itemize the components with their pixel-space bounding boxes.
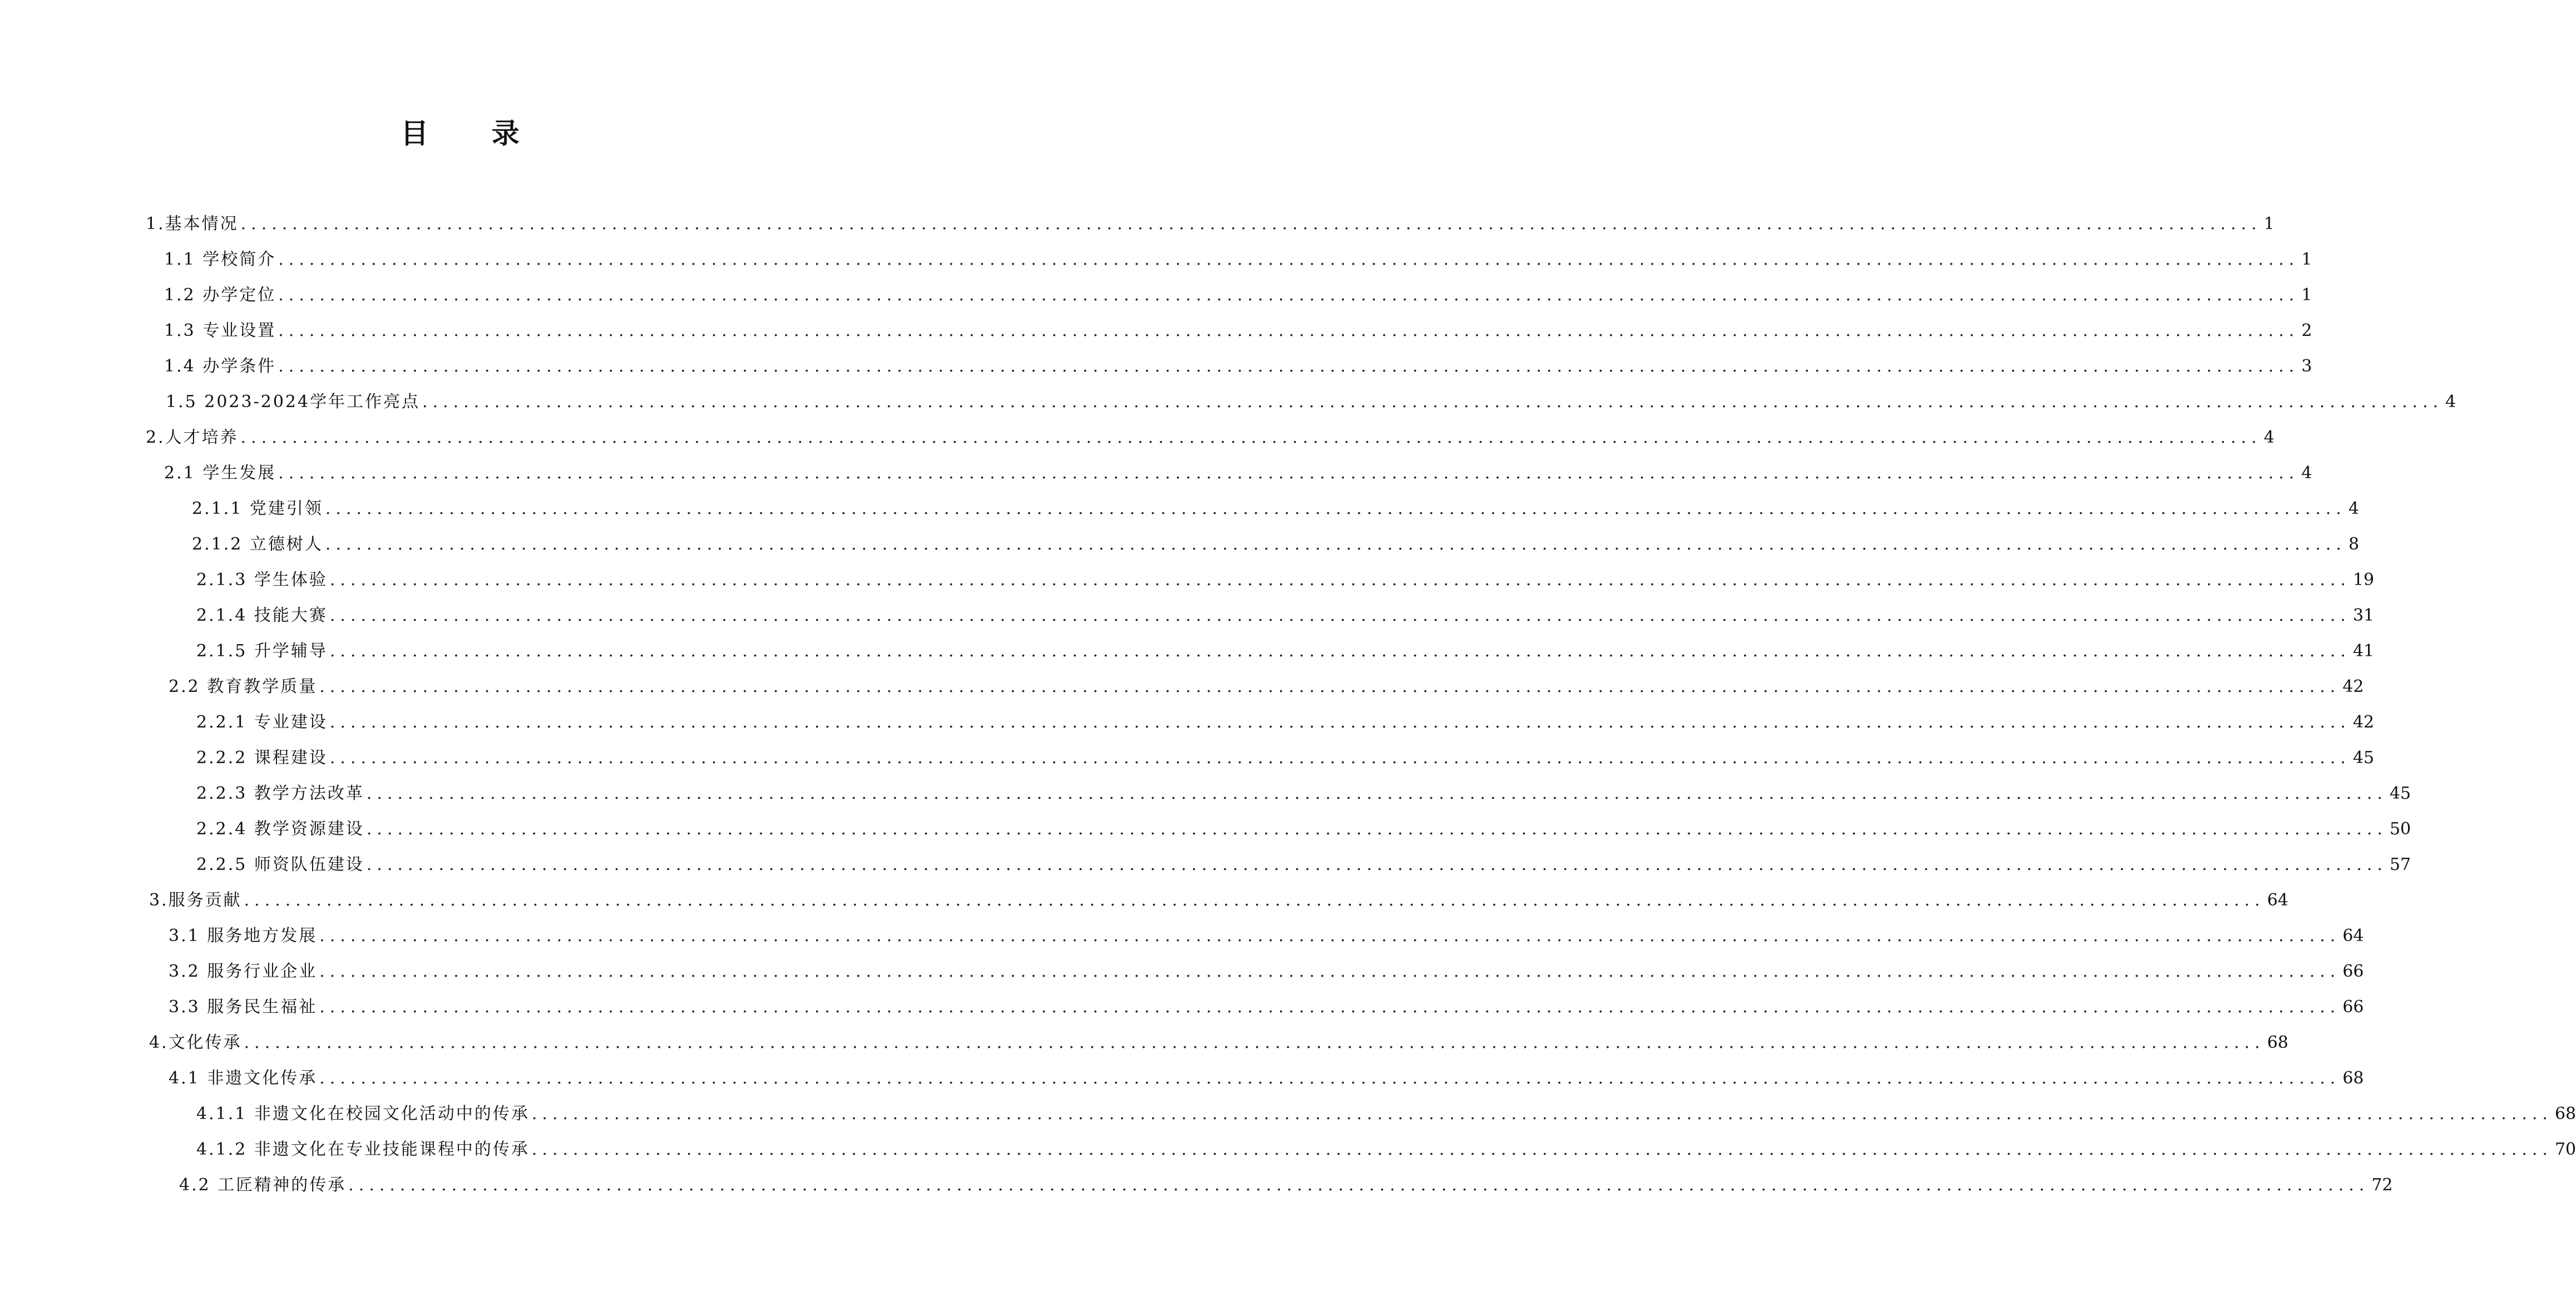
toc-entry-label: 1.基本情况 [146,214,239,234]
toc-entry-label: 2.1.3 学生体验 [196,570,328,590]
toc-leader: .................................................................................................................................................................................................... [278,357,2300,376]
toc-leader: .................................................................................................................................................................................................... [329,641,2351,661]
toc-entry-page: 4 [2445,392,2456,412]
toc-entry-label: 2.1.1 党建引领 [192,499,323,518]
toc-entry-2-2-3[interactable] [196,780,2411,808]
toc-entry-page: 70 [2554,1140,2576,1159]
toc-entry-1-2[interactable] [164,281,2312,309]
toc-entry-page: 68 [2554,1104,2576,1124]
toc-entry-page: 68 [2342,1068,2364,1088]
toc-entry-label: 4.2 工匠精神的传承 [179,1175,347,1195]
toc-entry-2-1-5[interactable] [196,637,2375,665]
toc-leader: .................................................................................................................................................................................................... [325,535,2346,554]
toc-leader: .................................................................................................................................................................................................... [366,855,2387,874]
toc-leader: .................................................................................................................................................................................................... [329,570,2351,590]
toc-leader: .................................................................................................................................................................................................... [422,392,2444,412]
toc-entry-label: 2.人才培养 [146,428,239,447]
toc-entry-label: 2.1.2 立德树人 [192,535,323,554]
toc-entry-label: 2.2.1 专业建设 [196,713,328,732]
toc-entry-page: 31 [2352,606,2375,625]
toc-entry-page: 4 [2263,428,2275,447]
toc-leader: .................................................................................................................................................................................................... [531,1104,2553,1124]
toc-entry-label: 4.文化传承 [149,1033,242,1052]
toc-entry-page: 50 [2389,819,2411,839]
toc-entry-1-3[interactable] [164,317,2312,345]
toc-entry-page: 8 [2348,535,2360,554]
toc-leader: .................................................................................................................................................................................................... [278,250,2300,269]
toc-leader: .................................................................................................................................................................................................... [278,285,2300,305]
toc-entry-label: 1.5 2023-2024学年工作亮点 [166,392,421,412]
toc-leader: .................................................................................................................................................................................................... [348,1175,2370,1195]
toc-leader: .................................................................................................................................................................................................... [325,499,2346,518]
toc-entry-label: 1.3 专业设置 [164,321,276,340]
toc-entry-1-1[interactable] [164,246,2312,274]
toc-entry-label: 2.1.4 技能大赛 [196,606,328,625]
toc-entry-label: 1.4 办学条件 [164,357,276,376]
toc-entry-page: 72 [2371,1175,2393,1195]
toc-leader: .................................................................................................................................................................................................... [319,997,2341,1017]
toc-leader: .................................................................................................................................................................................................... [240,428,2262,447]
toc-entry-page: 4 [2348,499,2360,518]
toc-entry-page: 45 [2352,748,2375,768]
toc-entry-4-2[interactable] [179,1171,2393,1199]
toc-leader: .................................................................................................................................................................................................... [329,713,2351,732]
toc-entry-label: 3.1 服务地方发展 [169,926,318,946]
toc-entry-2-1-4[interactable] [196,602,2375,630]
toc-entry-label: 3.2 服务行业企业 [169,962,318,981]
toc-entry-page: 68 [2267,1033,2288,1052]
toc-entry-page: 1 [2301,285,2312,305]
toc-leader: .................................................................................................................................................................................................... [329,606,2351,625]
toc-leader: .................................................................................................................................................................................................... [329,748,2351,768]
toc-entry-4[interactable] [149,1029,2288,1057]
toc-entry-2-2[interactable] [169,673,2364,701]
toc-leader: .................................................................................................................................................................................................... [319,962,2341,981]
toc-entry-label: 2.1 学生发展 [164,463,276,483]
toc-entry-label: 3.服务贡献 [149,891,242,910]
toc-entry-page: 64 [2342,926,2364,946]
toc-entry-4-1-1[interactable] [196,1100,2576,1128]
toc-entry-page: 41 [2352,641,2375,661]
toc-entry-label: 2.2.2 课程建设 [196,748,328,768]
toc-entry-2-2-1[interactable] [196,709,2375,736]
toc-entry-label: 2.2.3 教学方法改革 [196,784,364,803]
toc-leader: .................................................................................................................................................................................................... [366,784,2387,803]
toc-entry-2-2-5[interactable] [196,851,2411,879]
toc-entry-1[interactable] [146,210,2275,238]
toc-entry-page: 66 [2342,997,2364,1017]
toc-entry-page: 42 [2352,713,2375,732]
toc-entry-label: 1.1 学校简介 [164,250,276,269]
toc-entry-label: 2.2.5 师资队伍建设 [196,855,364,874]
toc-entry-2-2-2[interactable] [196,744,2375,772]
toc-entry-3-2[interactable] [169,958,2364,986]
toc-entry-3-3[interactable] [169,993,2364,1021]
toc-entry-label: 1.2 办学定位 [164,285,276,305]
toc-entry-1-5[interactable] [166,388,2456,416]
toc-entry-4-1-2[interactable] [196,1136,2576,1164]
toc-leader: .................................................................................................................................................................................................... [319,677,2341,696]
toc-leader: .................................................................................................................................................................................................... [278,321,2300,340]
toc-entry-label: 3.3 服务民生福祉 [169,997,318,1017]
toc-leader: .................................................................................................................................................................................................... [244,891,2265,910]
toc-leader: .................................................................................................................................................................................................... [244,1033,2265,1052]
toc-entry-2-2-4[interactable] [196,815,2411,843]
toc-entry-page: 64 [2267,891,2288,910]
toc-entry-label: 2.1.5 升学辅导 [196,641,328,661]
toc-entry-label: 2.2.4 教学资源建设 [196,819,364,839]
page-title: 目 录 [401,117,546,150]
toc-entry-page: 4 [2301,463,2312,483]
toc-entry-4-1[interactable] [169,1065,2364,1092]
toc-entry-2-1-3[interactable] [196,566,2375,594]
toc-entry-page: 57 [2389,855,2411,874]
toc-entry-2[interactable] [146,424,2275,452]
toc-entry-page: 42 [2342,677,2364,696]
toc-entry-page: 19 [2352,570,2375,590]
toc-entry-2-1-1[interactable] [192,495,2360,523]
toc-entry-page: 3 [2301,357,2312,376]
toc-leader: .................................................................................................................................................................................................... [278,463,2300,483]
toc-entry-1-4[interactable] [164,353,2312,380]
toc-leader: .................................................................................................................................................................................................... [319,926,2341,946]
toc-entry-label: 4.1.1 非遗文化在校园文化活动中的传承 [196,1104,530,1124]
toc-entry-2-1-2[interactable] [192,531,2360,558]
toc-leader: .................................................................................................................................................................................................... [366,819,2387,839]
toc-entry-page: 45 [2389,784,2411,803]
toc-entry-label: 4.1.2 非遗文化在专业技能课程中的传承 [196,1140,530,1159]
toc-entry-page: 2 [2301,321,2312,340]
toc-leader: .................................................................................................................................................................................................... [531,1140,2553,1159]
toc-entry-page: 66 [2342,962,2364,981]
toc-leader: .................................................................................................................................................................................................... [319,1068,2341,1088]
toc-entry-label: 2.2 教育教学质量 [169,677,318,696]
toc-entry-page: 1 [2263,214,2275,234]
toc-leader: .................................................................................................................................................................................................... [240,214,2262,234]
toc-entry-page: 1 [2301,250,2312,269]
toc-entry-3[interactable] [149,887,2288,914]
toc-entry-label: 4.1 非遗文化传承 [169,1068,318,1088]
toc-entry-3-1[interactable] [169,922,2364,950]
toc-entry-2-1[interactable] [164,459,2312,487]
